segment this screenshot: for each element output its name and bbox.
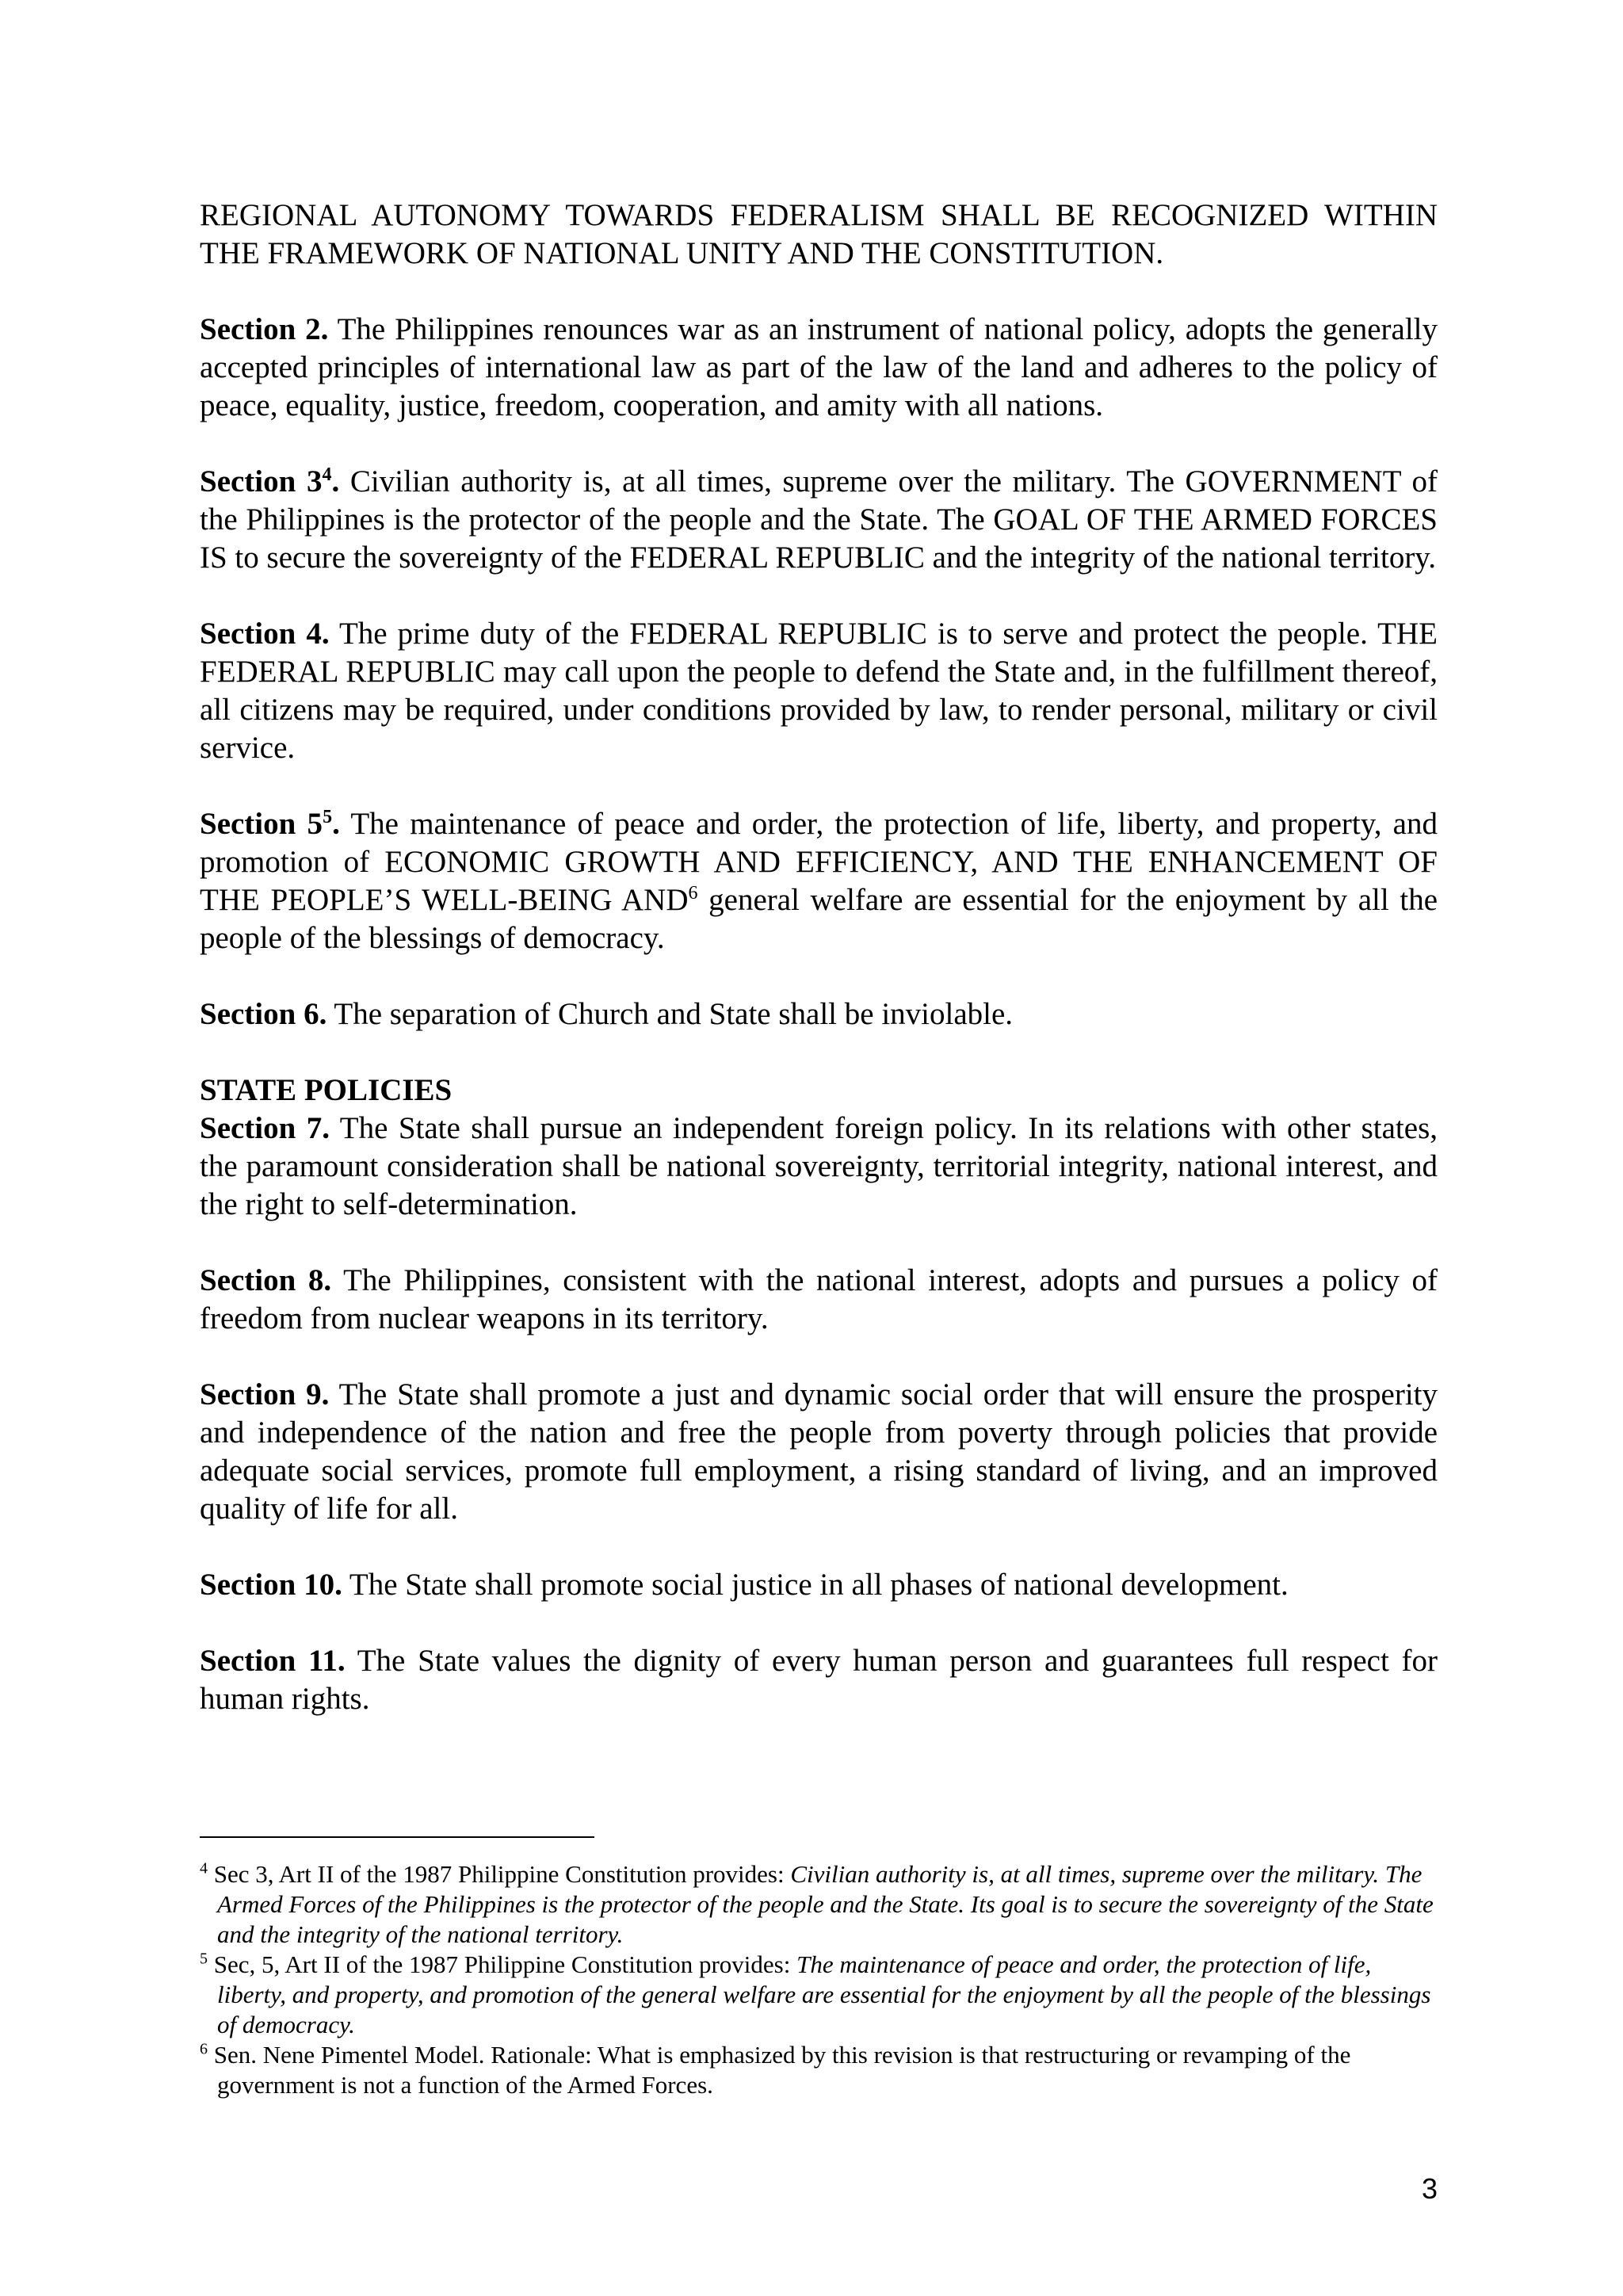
section-5-text-continued: general welfare are essential for the enjoyment by all the people of the blessings of democracy. — [200, 883, 1438, 955]
section-3-label-text: Section 3 — [200, 464, 323, 499]
footnote-divider — [200, 1836, 594, 1838]
section-6-text: The separation of Church and State shall be inviolable. — [327, 997, 1014, 1031]
intro-paragraph — [200, 197, 1438, 273]
section-7 — [200, 1110, 1438, 1224]
section-8-text: The Philippines, consistent with the national interest, adopts and pursues a policy of freedom from nuclear weapons in its territory. — [200, 1263, 1438, 1335]
section-4-label: Section 4. — [200, 617, 330, 651]
section-10-text: The State shall promote social justice in all phases of national development. — [342, 1568, 1289, 1602]
section-7-text: The State shall pursue an independent foreign policy. In its relations with other states, the paramount consideration shall be national sovereignty, territorial integrity, national interest, and the right to self-determination. — [200, 1111, 1438, 1221]
section-8 — [200, 1262, 1438, 1338]
footnote-4-quote: Civilian authority is, at all times, supreme over the military. The Armed Forces of the Philippines is the protector of the people and the State. Its goal is to secure the sovereignty of the State and the integrity of the national territory. — [217, 1860, 1434, 1948]
footnotes — [200, 1859, 1438, 2100]
section-5-text: The maintenance of peace and order, the protection of life, liberty, and property, and promotion of ECONOMIC GROWTH AND EFFICIENCY, AND THE ENHANCEMENT OF THE PEOPLE’S WELL-BEING AND — [200, 807, 1438, 917]
section-2-text: The Philippines renounces war as an instrument of national policy, adopts the generally accepted principles of international law as part of the law of the land and adheres to the policy of peace, equality, justice, freedom, cooperation, and amity with all nations. — [200, 312, 1438, 422]
section-6-label: Section 6. — [200, 997, 327, 1031]
section-3-label-dot: . — [331, 464, 340, 499]
footnote-6 — [200, 2040, 1438, 2100]
footnote-number-5: 5 — [200, 1950, 208, 1968]
footnote-5-quote: The maintenance of peace and order, the protection of life, liberty, and property, and promotion of the general welfare are essential for the enjoyment by all the people of the blessings of democracy. — [217, 1950, 1431, 2038]
section-6 — [200, 995, 1438, 1033]
section-9-label: Section 9. — [200, 1377, 330, 1412]
footnote-ref-5[interactable]: 5 — [323, 807, 333, 827]
body-text — [200, 197, 1438, 1718]
section-4 — [200, 615, 1438, 767]
section-5-label-dot: . — [332, 807, 340, 841]
section-7-label: Section 7. — [200, 1111, 330, 1145]
footnote-4-text: Sec 3, Art II of the 1987 Philippine Constitution provides: — [208, 1860, 791, 1888]
section-2-label: Section 2. — [200, 312, 329, 346]
section-2 — [200, 311, 1438, 425]
section-3-text: Civilian authority is, at all times, supreme over the military. The GOVERNMENT of the Philippines is the protector of the people and the State. The GOAL OF THE ARMED FORCES IS to secure the sovereignty of the FEDERAL REPUBLIC and the integrity of the national territory. — [200, 464, 1438, 575]
section-11 — [200, 1642, 1438, 1718]
section-9 — [200, 1376, 1438, 1528]
section-5 — [200, 805, 1438, 957]
section-11-label: Section 11. — [200, 1644, 346, 1678]
footnote-number-6: 6 — [200, 2040, 208, 2058]
section-5-label — [200, 807, 340, 841]
footnote-6-text: Sen. Nene Pimentel Model. Rationale: What is emphasized by this revision is that restructuring or revamping of the government is not a function of the Armed Forces. — [208, 2041, 1351, 2099]
section-9-text: The State shall promote a just and dynamic social order that will ensure the prosperity and independence of the nation and free the people from poverty through policies that provide adequate social services, promote full employment, a rising standard of living, and an improved quality of life for all. — [200, 1377, 1438, 1526]
section-3 — [200, 463, 1438, 577]
section-3-label — [200, 464, 339, 499]
page-number: 3 — [1421, 2172, 1438, 2205]
section-10 — [200, 1566, 1438, 1604]
state-policies-heading: STATE POLICIES — [200, 1073, 453, 1107]
section-10-label: Section 10. — [200, 1568, 342, 1602]
footnote-ref-6[interactable]: 6 — [688, 883, 698, 904]
section-5-label-text: Section 5 — [200, 807, 323, 841]
footnote-5-text: Sec, 5, Art II of the 1987 Philippine Constitution provides: — [208, 1950, 797, 1978]
footnote-4 — [200, 1859, 1438, 1950]
section-8-label: Section 8. — [200, 1263, 332, 1297]
footnote-5 — [200, 1950, 1438, 2040]
intro-text: REGIONAL AUTONOMY TOWARDS FEDERALISM SHALL BE RECOGNIZED WITHIN THE FRAMEWORK OF NATIONAL UNITY AND THE CONSTITUTION. — [200, 198, 1438, 270]
footnote-number-4: 4 — [200, 1859, 208, 1878]
section-11-text: The State values the dignity of every human person and guarantees full respect for human rights. — [200, 1644, 1438, 1716]
section-4-text: The prime duty of the FEDERAL REPUBLIC is to serve and protect the people. THE FEDERAL REPUBLIC may call upon the people to defend the State and, in the fulfillment thereof, all citizens may be required, under conditions provided by law, to render personal, military or civil service. — [200, 617, 1438, 765]
footnote-ref-4[interactable]: 4 — [322, 464, 332, 485]
